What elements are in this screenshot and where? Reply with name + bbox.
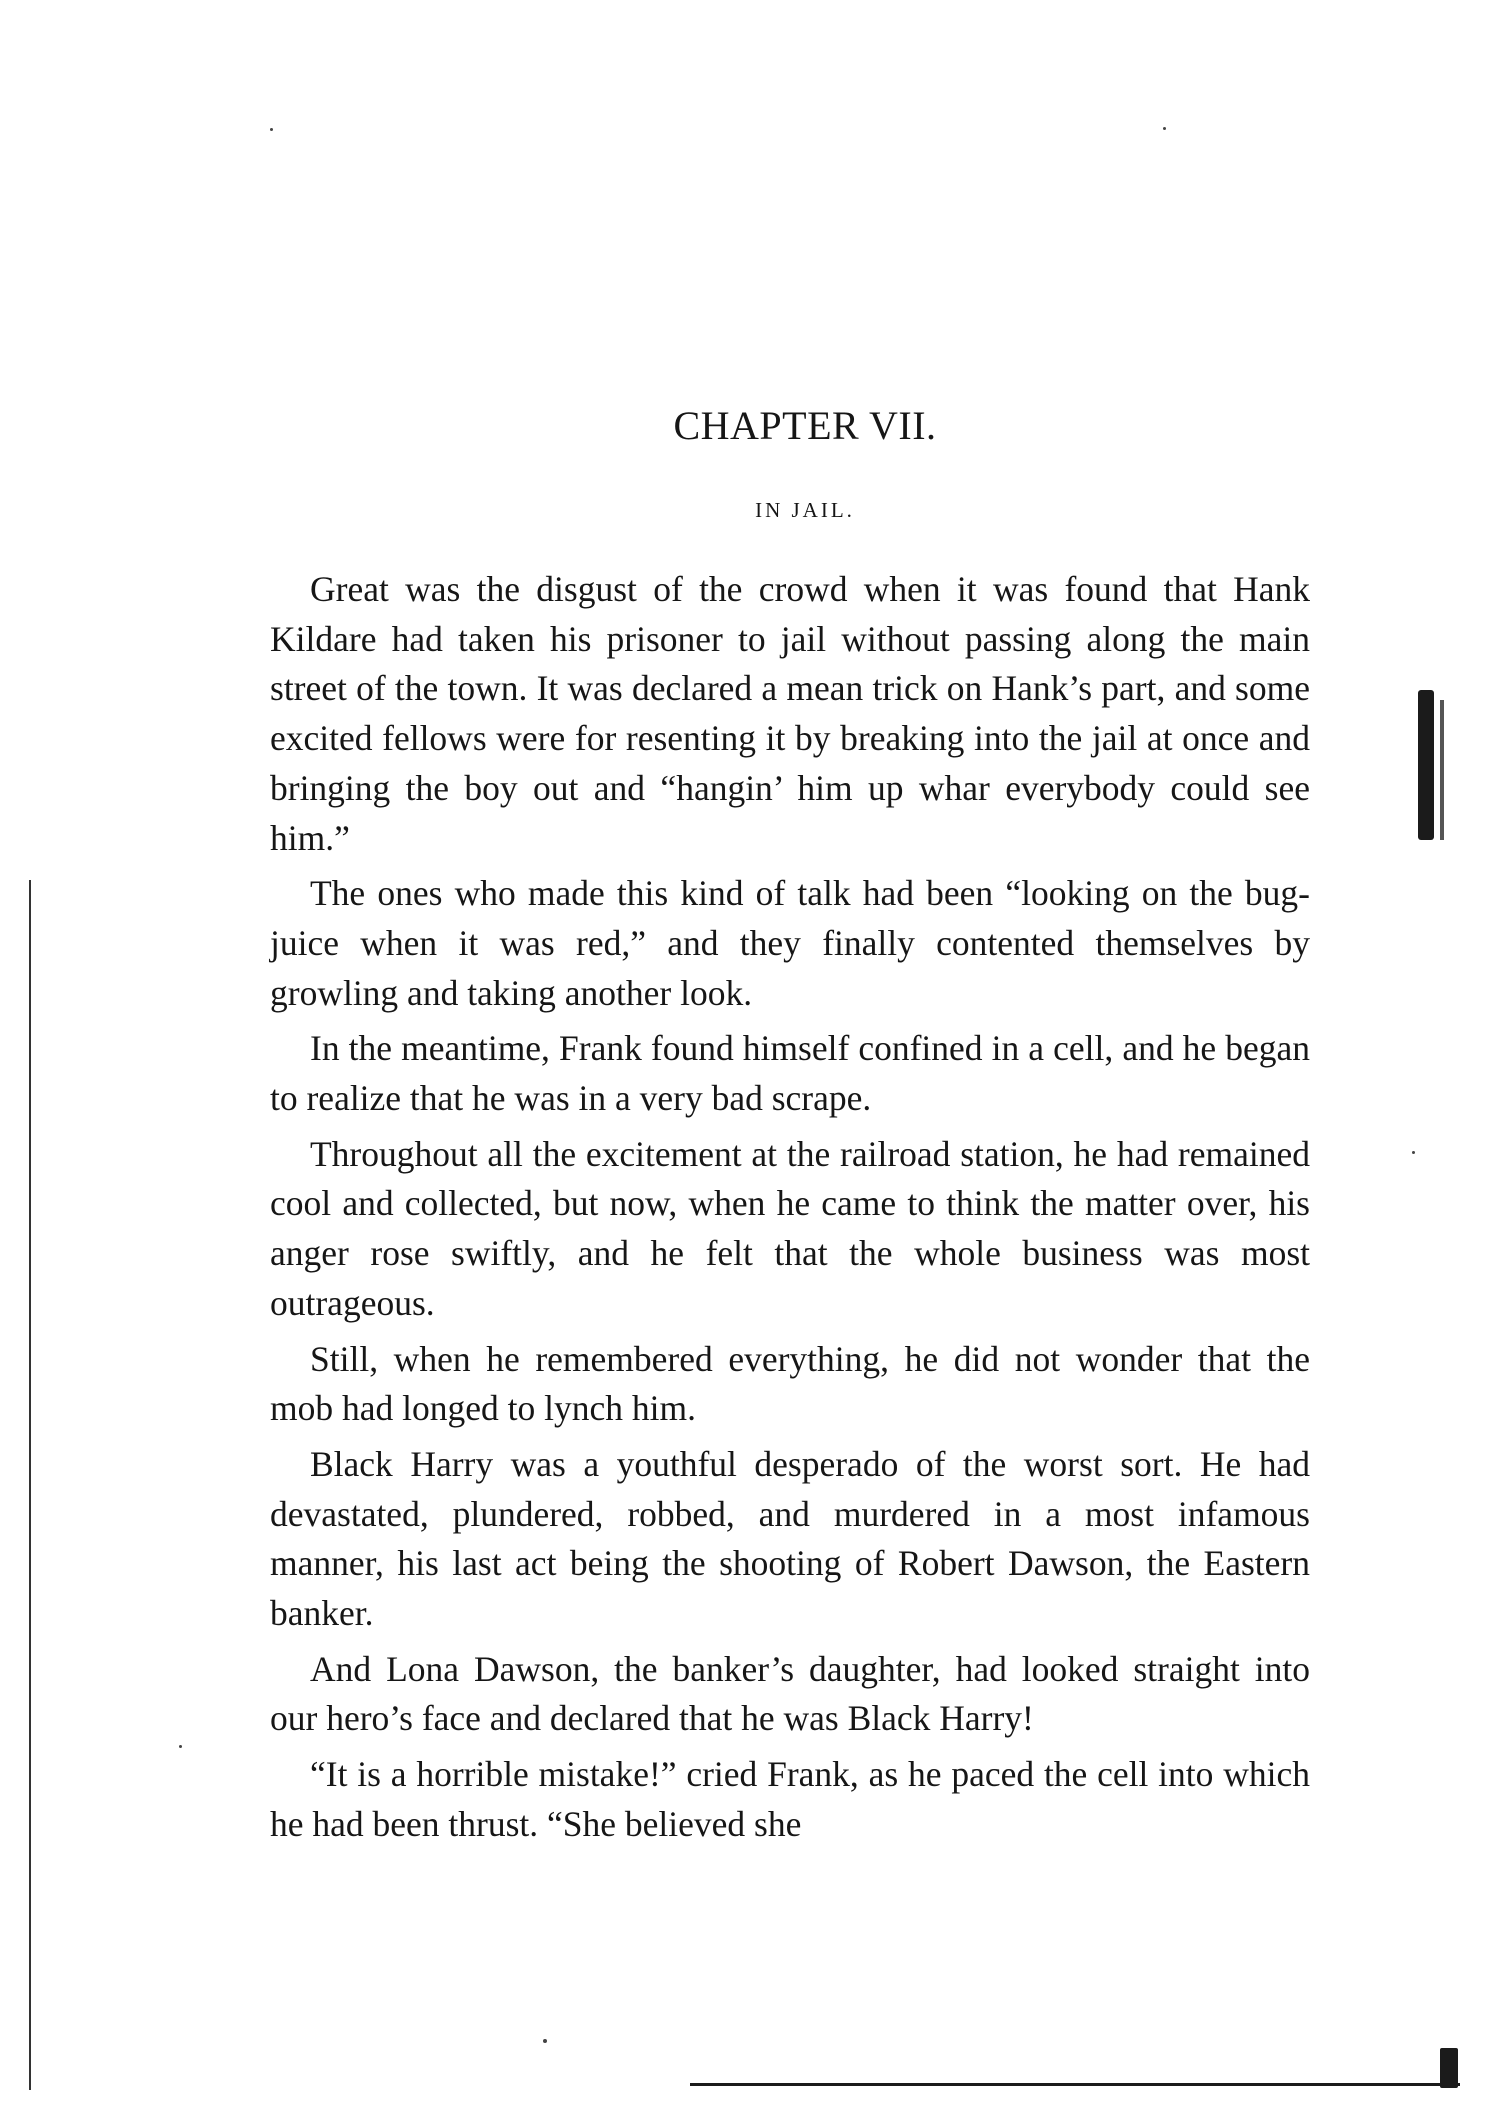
scan-speck xyxy=(270,128,273,131)
chapter-subtitle: IN JAIL. xyxy=(755,498,855,522)
scan-speck xyxy=(543,2039,547,2043)
right-edge-mark xyxy=(1418,690,1434,840)
paragraph: In the meantime, Frank found himself confined in a cell, and he began to realize that he was in a very bad scrape. xyxy=(270,1028,1310,1119)
chapter-heading: CHAPTER VII. xyxy=(673,403,937,448)
bottom-corner-mark xyxy=(1440,2048,1458,2088)
paragraph: Great was the disgust of the crowd when it was found that Hank Kildare had taken his prisoner to jail without passing along the main street of the town. It was declared a mean trick on Hank’s part, and some excited fellows were for resenting it by breaking into the jail at once and bringing the boy out and “hangin’ him up whar everybody could see him.” xyxy=(270,569,1310,858)
scan-speck xyxy=(1163,127,1166,130)
paragraph: “It is a horrible mistake!” cried Frank, as he paced the cell into which he had been thrust. “She believed she xyxy=(270,1754,1310,1844)
left-binding-line xyxy=(29,880,31,2090)
paragraph: Black Harry was a youthful desperado of the worst sort. He had devastated, plundered, robbed, and murdered in a most infamous manner, his last act being the shooting of Robert Dawson, the Eastern banker. xyxy=(270,1443,1310,1634)
paragraph: Still, when he remembered everything, he did not wonder that the mob had longed to lynch him. xyxy=(270,1338,1310,1429)
paragraph: Throughout all the excitement at the railroad station, he had remained cool and collected, but now, when he came to think the matter over, his anger rose swiftly, and he felt that the whole business was most outrageous. xyxy=(270,1133,1310,1323)
right-edge-mark-thin xyxy=(1440,700,1444,840)
scan-speck xyxy=(179,1745,182,1748)
paragraph: And Lona Dawson, the banker’s daughter, had looked straight into our hero’s face and declared that he was Black Harry! xyxy=(270,1648,1310,1739)
paragraph: The ones who made this kind of talk had been “looking on the bug-juice when it was red,” and they finally contented themselves by growling and taking another look. xyxy=(270,873,1310,1013)
bottom-edge-line xyxy=(690,2083,1460,2086)
scan-speck xyxy=(1412,1151,1415,1154)
chapter-body xyxy=(270,565,1310,1856)
